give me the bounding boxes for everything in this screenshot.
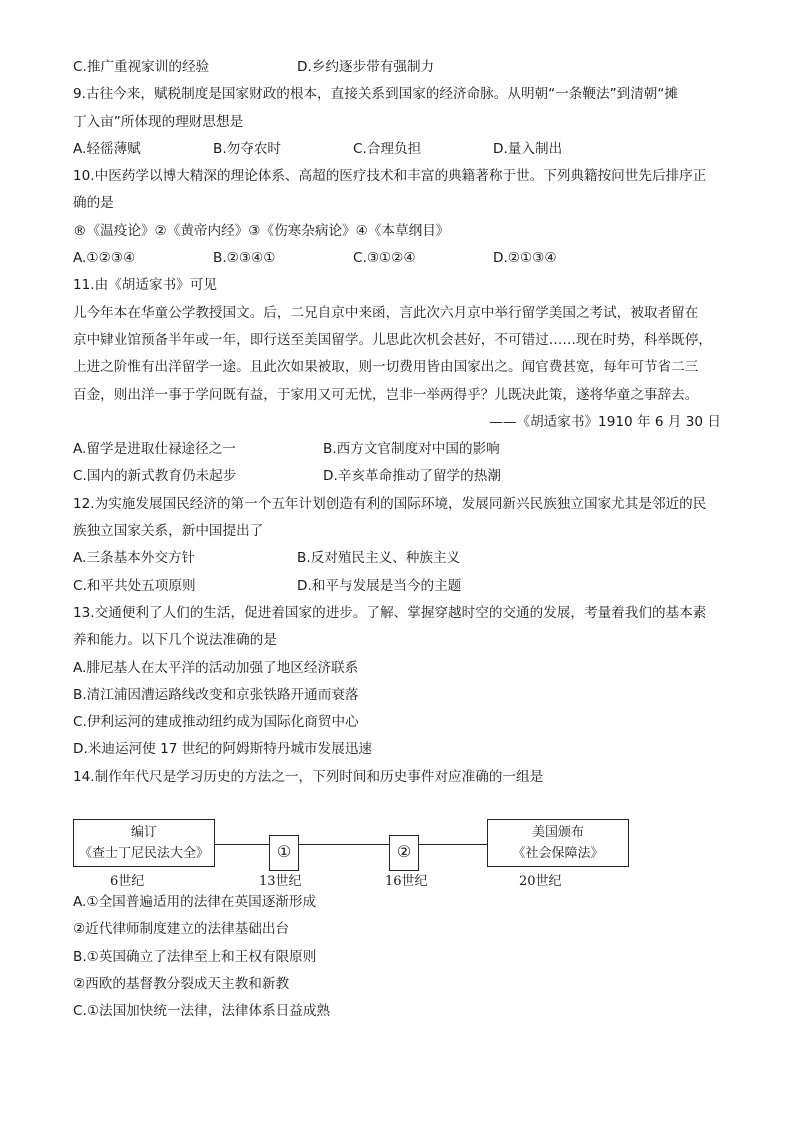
q9-option-b[interactable]: B.勿夺农时 — [213, 140, 282, 157]
q8-options-cd — [73, 54, 723, 81]
q10-stem-line1: 10.中医药学以博大精深的理论体系、高超的医疗技术和丰富的典籍著称于世。下列典籍按问世先后排序正 — [73, 168, 707, 185]
timeline-box-2: ② — [389, 835, 419, 871]
q13-option-a[interactable]: A.腓尼基人在太平洋的活动加强了地区经济联系 — [73, 659, 359, 676]
q12-option-d[interactable]: D.和平与发展是当今的主题 — [297, 577, 462, 594]
q9-option-d[interactable]: D.量入制出 — [493, 140, 563, 157]
q9-option-c[interactable]: C.合理负担 — [353, 140, 422, 157]
q11-option-d[interactable]: D.辛亥革命推动了留学的热潮 — [323, 468, 501, 485]
timeline-label-13c: 13世纪 — [259, 874, 302, 890]
q11-passage-line4: 百金，则出洋一事于学问既有益，于家用又可无忧，岂非一举两得乎？儿既决此策，遂将华童之事辞去。 — [73, 386, 699, 403]
q12-option-a[interactable]: A.三条基本外交方针 — [73, 550, 196, 567]
q10-option-c[interactable]: C.③①②④ — [353, 250, 416, 267]
q11-source: ——《胡适家书》1910 年 6 月 30 日 — [489, 413, 721, 430]
timeline-box-social-security — [487, 819, 629, 867]
q12-stem-line2: 族独立国家关系，新中国提出了 — [73, 523, 264, 540]
q14-option-b-line2: ②西欧的基督教分裂成天主教和新教 — [73, 975, 290, 992]
timeline-box-social-security-line1: 美国颁布 — [531, 825, 584, 841]
q12-options-ab — [73, 545, 723, 572]
q10-options — [73, 245, 723, 272]
q12-options-cd — [73, 573, 723, 600]
q11-option-b[interactable]: B.西方文官制度对中国的影响 — [323, 441, 500, 458]
q14-option-a-line2: ②近代律师制度建立的法律基础出台 — [73, 921, 290, 938]
q14-timeline — [73, 795, 723, 890]
timeline-label-6c: 6世纪 — [110, 874, 145, 890]
timeline-box-justinian — [73, 819, 215, 867]
q11-options-ab — [73, 436, 723, 463]
q12-option-b[interactable]: B.反对殖民主义、种族主义 — [297, 550, 461, 567]
q12-option-c[interactable]: C.和平共处五项原则 — [73, 577, 196, 594]
q10-stem-line2: 确的是 — [73, 195, 114, 212]
q11-option-a[interactable]: A.留学是进取仕禄途径之一 — [73, 441, 236, 458]
q10-option-a[interactable]: A.①②③④ — [73, 250, 136, 267]
q13-stem-line2: 养和能力。以下几个说法准确的是 — [73, 632, 277, 649]
q11-stem: 11.由《胡适家书》可见 — [73, 277, 217, 294]
q9-options — [73, 136, 723, 163]
q13-option-d[interactable]: D.米迪运河使 17 世纪的阿姆斯特丹城市发展迅速 — [73, 741, 373, 758]
q10-option-d[interactable]: D.②①③④ — [493, 250, 557, 267]
q9-stem-line2: 丁入亩”所体现的理财思想是 — [73, 113, 244, 130]
q13-option-c[interactable]: C.伊利运河的建成推动纽约成为国际化商贸中心 — [73, 714, 359, 731]
q10-items: ®《温疫论》②《黄帝内经》③《伤寒杂病论》④《本草纲目》 — [73, 222, 450, 239]
q13-stem-line1: 13.交通便利了人们的生活，促进着国家的进步。了解、掌握穿越时空的交通的发展，考量着我们的基本素 — [73, 604, 707, 621]
q10-option-b[interactable]: B.②③④① — [213, 250, 276, 267]
q8-option-c[interactable]: C.推广重视家训的经验 — [73, 59, 210, 75]
q14-option-c-line1[interactable]: C.①法国加快统一法律，法律体系日益成熟 — [73, 1003, 331, 1020]
timeline-box-justinian-line1: 编订 — [130, 825, 157, 841]
timeline-box-1: ① — [269, 835, 299, 871]
q9-option-a[interactable]: A.轻徭薄赋 — [73, 140, 141, 157]
q14-option-a-line1[interactable]: A.①全国普遍适用的法律在英国逐渐形成 — [73, 894, 317, 911]
timeline-label-20c: 20世纪 — [519, 874, 562, 890]
q9-stem-line1: 9.古往今来，赋税制度是国家财政的根本，直接关系到国家的经济命脉。从明朝“一条鞭法”到清朝“摊 — [73, 86, 679, 103]
q11-passage-line3: 上进之阶惟有出洋留学一途。且此次如果被取，则一切费用皆由国家出之。闻官费甚宽，每年可节省二三 — [73, 359, 699, 376]
q11-passage-line2: 京中肄业馆预备半年或一年，即行送至美国留学。儿思此次机会甚好，不可错过……现在时势，科举既停， — [73, 331, 712, 348]
timeline-label-16c: 16世纪 — [385, 874, 428, 890]
q14-option-b-line1[interactable]: B.①英国确立了法律至上和王权有限原则 — [73, 948, 317, 965]
q11-option-c[interactable]: C.国内的新式教育仍未起步 — [73, 468, 237, 485]
timeline-box-justinian-line2: 《查士丁尼民法大全》 — [78, 846, 209, 862]
q11-passage-line1: 儿今年本在华童公学教授国文。后，二兄自京中来函，言此次六月京中举行留学美国之考试，被取者留在 — [73, 304, 699, 321]
q13-option-b[interactable]: B.清江浦因漕运路线改变和京张铁路开通而衰落 — [73, 686, 359, 703]
q14-stem: 14.制作年代尺是学习历史的方法之一，下列时间和历史事件对应准确的一组是 — [73, 768, 544, 785]
exam-page — [73, 54, 723, 1026]
q8-option-d[interactable]: D.乡约逐步带有强制力 — [297, 59, 435, 75]
q12-stem-line1: 12.为实施发展国民经济的第一个五年计划创造有利的国际环境，发展同新兴民族独立国家尤其是邻近的民 — [73, 495, 707, 512]
q11-options-cd — [73, 463, 723, 490]
timeline-box-social-security-line2: 《社会保障法》 — [512, 846, 604, 862]
